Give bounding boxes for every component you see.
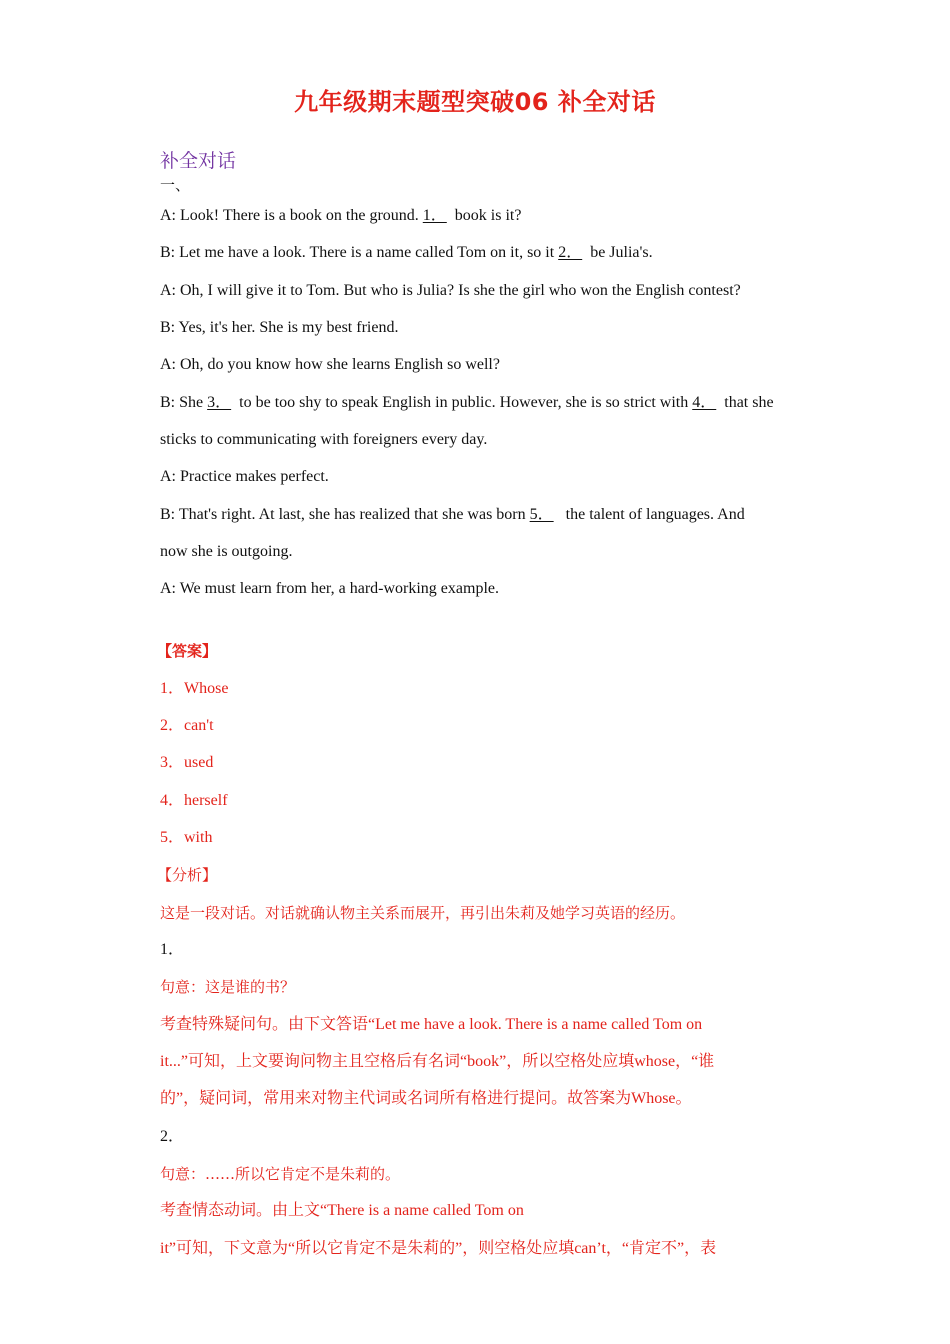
dialogue-line-11: A: We must learn from her, a hard-working example. xyxy=(160,580,499,597)
analysis-q2-line-2: it”可知，下文意为“所以它肯定不是朱莉的”，则空格处应填can’t，“肯定不”，表 xyxy=(160,1240,717,1257)
dialogue-text: B: Let me have a look. There is a name called Tom on it, so it xyxy=(160,244,559,261)
blank-4: 4． xyxy=(692,394,717,411)
blank-1: 1． xyxy=(422,207,447,224)
answer-item-1: 1．Whose xyxy=(160,680,229,697)
analysis-q2-meaning: 句意：……所以它肯定不是朱莉的。 xyxy=(160,1165,401,1183)
dialogue-line-9 xyxy=(160,505,745,525)
dialogue-line-8: A: Practice makes perfect. xyxy=(160,468,329,485)
dialogue-text: to be too shy to speak English in public. However, she is so strict with xyxy=(239,394,693,411)
analysis-q1-line-2: it...”可知，上文要询问物主且空格后有名词“book”，所以空格处应填whose，“谁 xyxy=(160,1053,715,1070)
answer-item-5: 5．with xyxy=(160,829,213,846)
dialogue-line-6 xyxy=(160,393,774,413)
analysis-q1-line-1: 考查特殊疑问句。由下文答语“Let me have a look. There is a name called Tom on xyxy=(160,1016,703,1033)
analysis-q1-number: 1． xyxy=(160,941,185,958)
dialogue-line-4: B: Yes, it's her. She is my best friend. xyxy=(160,319,399,336)
dialogue-line-10: now she is outgoing. xyxy=(160,543,293,560)
answer-item-3: 3．used xyxy=(160,754,214,771)
dialogue-text: that she xyxy=(724,394,774,411)
dialogue-line-7: sticks to communicating with foreigners every day. xyxy=(160,431,488,448)
dialogue-text: A: Look! There is a book on the ground. xyxy=(160,207,423,224)
dialogue-text: the talent of languages. And xyxy=(561,506,745,523)
analysis-q2-line-1: 考查情态动词。由上文“There is a name called Tom on xyxy=(160,1202,524,1219)
analysis-intro: 这是一段对话。对话就确认物主关系而展开，再引出朱莉及她学习英语的经历。 xyxy=(160,904,686,922)
dialogue-text: B: That's right. At last, she has realized that she was born xyxy=(160,506,530,523)
part-label: 一、 xyxy=(160,176,191,194)
answer-heading: 【答案】 xyxy=(157,642,218,660)
analysis-q1-meaning: 句意：这是谁的书？ xyxy=(160,978,296,996)
answer-item-2: 2．can't xyxy=(160,717,214,734)
dialogue-line-2 xyxy=(160,243,653,263)
blank-2: 2． xyxy=(558,244,583,261)
dialogue-line-3: A: Oh, I will give it to Tom. But who is Julia? Is she the girl who won the English contest? xyxy=(160,282,741,299)
analysis-q2-number: 2． xyxy=(160,1128,185,1145)
answer-item-4: 4．herself xyxy=(160,792,228,809)
dialogue-line-1 xyxy=(160,206,521,226)
dialogue-text: B: She xyxy=(160,394,208,411)
analysis-q1-line-3: 的”，疑问词，常用来对物主代词或名词所有格进行提问。故答案为Whose。 xyxy=(160,1090,692,1107)
analysis-heading: 【分析】 xyxy=(157,866,218,884)
dialogue-line-5: A: Oh, do you know how she learns English so well? xyxy=(160,356,500,373)
section-heading: 补全对话 xyxy=(160,150,237,172)
blank-5: 5． xyxy=(529,506,554,523)
blank-3: 3． xyxy=(207,394,232,411)
page-title: 九年级期末题型突破06 补全对话 xyxy=(294,88,656,116)
dialogue-text: be Julia's. xyxy=(590,244,653,261)
dialogue-text: book is it? xyxy=(454,207,522,224)
